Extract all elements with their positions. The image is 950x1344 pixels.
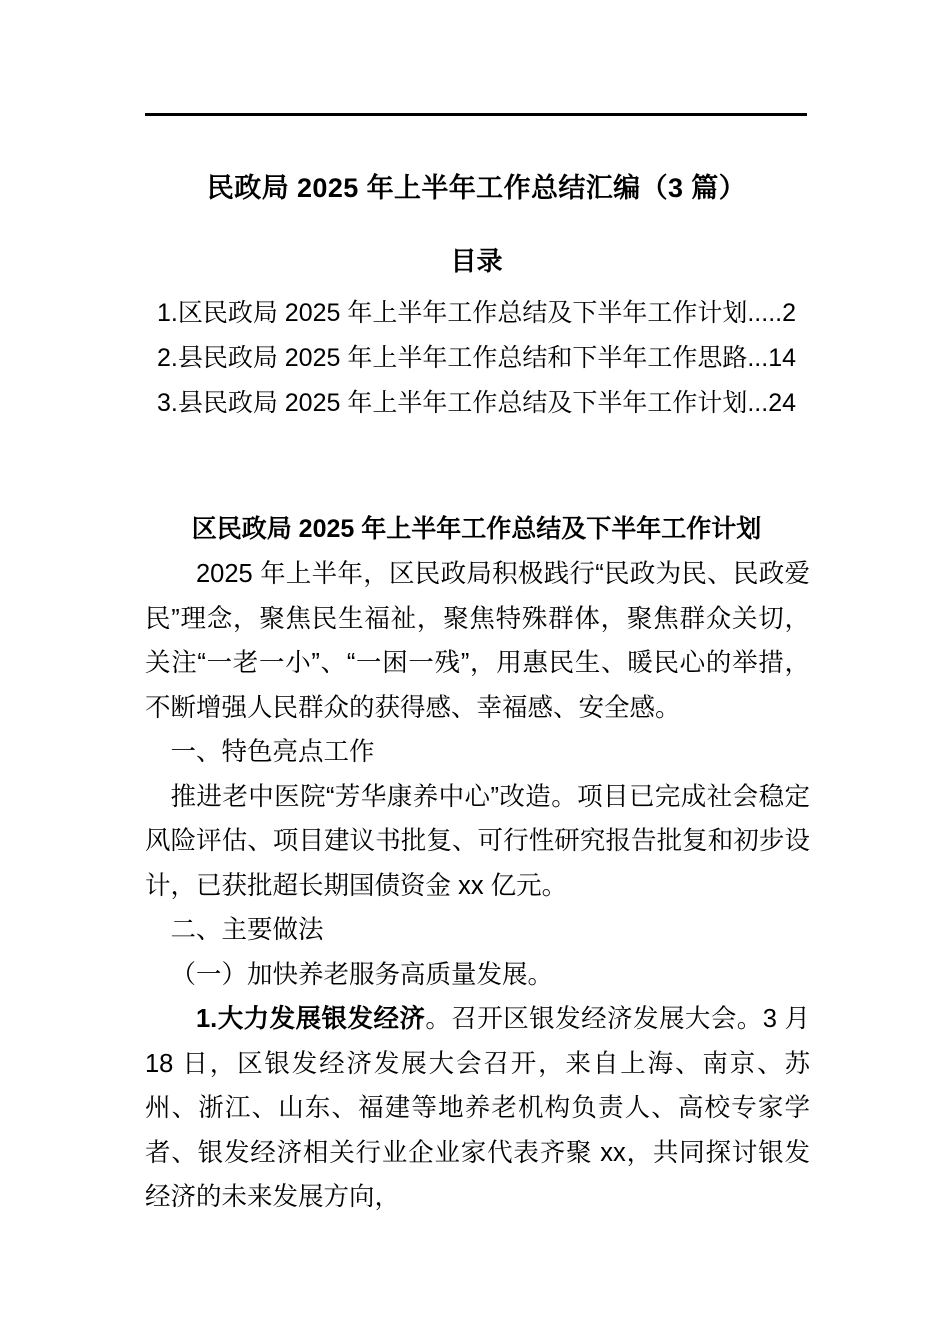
toc-entry[interactable] [145,381,808,426]
toc-entry[interactable] [145,291,808,336]
toc-entry-leader: ... [747,389,769,417]
page-title: 民政局 2025 年上半年工作总结汇编（3 篇） [206,173,747,204]
table-of-contents [145,291,808,426]
toc-entry-page: 24 [768,389,796,417]
paragraph-item-one-lead: 1.大力发展银发经济 [196,1005,426,1033]
toc-entry-title: 3.县民政局 2025 年上半年工作总结及下半年工作计划 [156,389,748,417]
toc-heading: 目录 [450,245,503,276]
article-title: 区民政局 2025 年上半年工作总结及下半年工作计划 [191,515,762,543]
heading-section-one: 一、特色亮点工作 [170,738,375,766]
paragraph-section-one-body: 推进老中医院“芳华康养中心”改造。项目已完成社会稳定风险评估、项目建议书批复、可行性研究报告批复和初步设计，已获批超长期国债资金 xx 亿元。 [145,782,810,900]
toc-entry-leader: ... [747,344,769,372]
toc-entry-title: 2.县民政局 2025 年上半年工作总结和下半年工作思路 [156,344,748,372]
article-body [145,552,810,1220]
header-rule [145,113,807,116]
paragraph-intro: 2025 年上半年，区民政局积极践行“民政为民、民政爱民”理念，聚焦民生福祉，聚焦特殊群体，聚焦群众关切，关注“一老一小”、“一困一残”，用惠民生、暖民心的举措，不断增强人民群众的获得感、幸福感、安全感。 [145,560,810,722]
toc-entry-title: 1.区民政局 2025 年上半年工作总结及下半年工作计划 [157,299,748,327]
paragraph-item-one [145,997,810,1220]
heading-section-two-sub-one: （一）加快养老服务高质量发展。 [170,960,554,989]
toc-entry-page: 14 [768,344,796,372]
toc-entry-leader: ..... [747,299,783,327]
toc-entry-page: 2 [782,299,796,327]
paragraph-item-one-text: 。召开区银发经济发展大会。3 月 18 日，区银发经济发展大会召开，来自上海、南京、苏州、浙江、山东、福建等地养老机构负责人、高校专家学者、银发经济相关行业企业家代表齐聚 xx，共同探讨银发经济的未来发展方向， [145,1005,810,1211]
toc-entry[interactable] [145,336,808,381]
heading-section-two: 二、主要做法 [170,916,324,944]
